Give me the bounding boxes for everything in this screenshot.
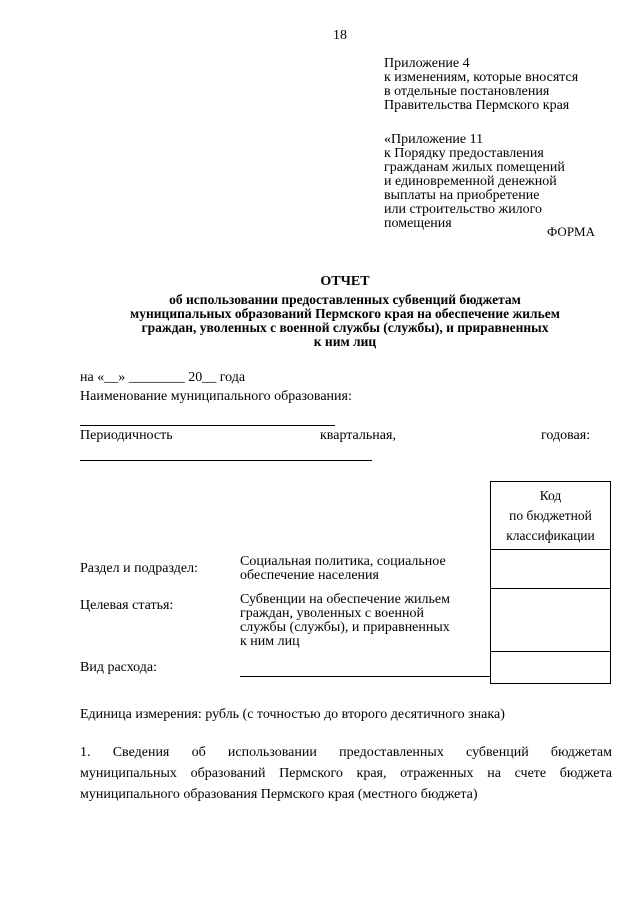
budget-code-header-line: классификации [506,527,595,543]
expense-label: Вид расхода: [80,660,157,675]
unit-of-measure: Единица измерения: рубль (с точностью до второго десятичного знака) [80,707,505,722]
section-label: Раздел и подраздел: [80,561,199,576]
target-value-line: Субвенции на обеспечение жильем [240,592,450,607]
annex-inner-line: гражданам жилых помещений [384,160,565,175]
budget-code-header [491,482,611,550]
page-number: 18 [333,28,347,43]
annex-line: Приложение 4 [384,56,470,71]
report-title: ОТЧЕТ [320,274,370,289]
budget-code-header-line: Код [539,487,562,503]
municipality-label: Наименование муниципального образования: [80,389,352,404]
target-label: Целевая статья: [80,598,174,613]
periodicity-label: Периодичность [80,428,173,443]
report-subtitle-line: муниципальных образований Пермского края на обеспечение жильем [130,306,560,321]
expense-type-field[interactable] [240,676,490,677]
report-subtitle-line: об использовании предоставленных субвенций бюджетам [169,292,521,307]
section-value [240,555,446,583]
form-label: ФОРМА [547,224,595,239]
target-code-cell[interactable] [491,589,611,652]
annex-header [384,57,614,113]
annex-line: к изменениям, которые вносятся [384,70,579,85]
annex-inner-line: выплаты на приобретение [384,188,540,203]
annex-line: Правительства Пермского края [384,98,570,113]
section-1-paragraph [80,742,612,805]
annex-inner-header [384,133,614,231]
annex-inner-line: к Порядку предоставления [384,146,544,161]
periodicity-field[interactable] [80,460,372,461]
report-subtitle-line: граждан, уволенных с военной службы (службы), и приравненных [141,320,549,335]
annex-inner-line: «Приложение 11 [384,132,484,147]
section-1-line: муниципальных образований Пермского края, отраженных на счете бюджета [80,766,612,781]
target-value-line: граждан, уволенных с военной [240,606,424,621]
section-code-cell[interactable] [491,550,611,589]
municipality-name-field[interactable] [80,425,335,426]
target-value-line: службы (службы), и приравненных [240,620,450,635]
report-subtitle [80,293,610,349]
annex-inner-line: помещения [384,216,452,231]
target-value-line: к ним лиц [240,634,300,649]
section-1-line: муниципального образования Пермского края (местного бюджета) [80,787,478,802]
budget-code-table [490,481,611,684]
annex-line: в отдельные постановления [384,84,550,99]
annex-inner-line: или строительство жилого [384,202,543,217]
section-value-line: обеспечение населения [240,568,379,583]
section-value-line: Социальная политика, социальное [240,554,446,569]
expense-code-cell[interactable] [491,652,611,684]
section-1-line: 1. Сведения об использовании предоставленных субвенций бюджетам [80,745,612,760]
periodicity-quarterly-option[interactable]: квартальная, [320,428,396,443]
annex-inner-line: и единовременной денежной [384,174,557,189]
periodicity-yearly-option[interactable]: годовая: [541,428,591,443]
report-subtitle-line: к ним лиц [313,334,377,349]
report-date-line[interactable]: на «__» ________ 20__ года [80,370,246,385]
target-value [240,593,450,649]
budget-code-header-line: по бюджетной [509,507,592,523]
